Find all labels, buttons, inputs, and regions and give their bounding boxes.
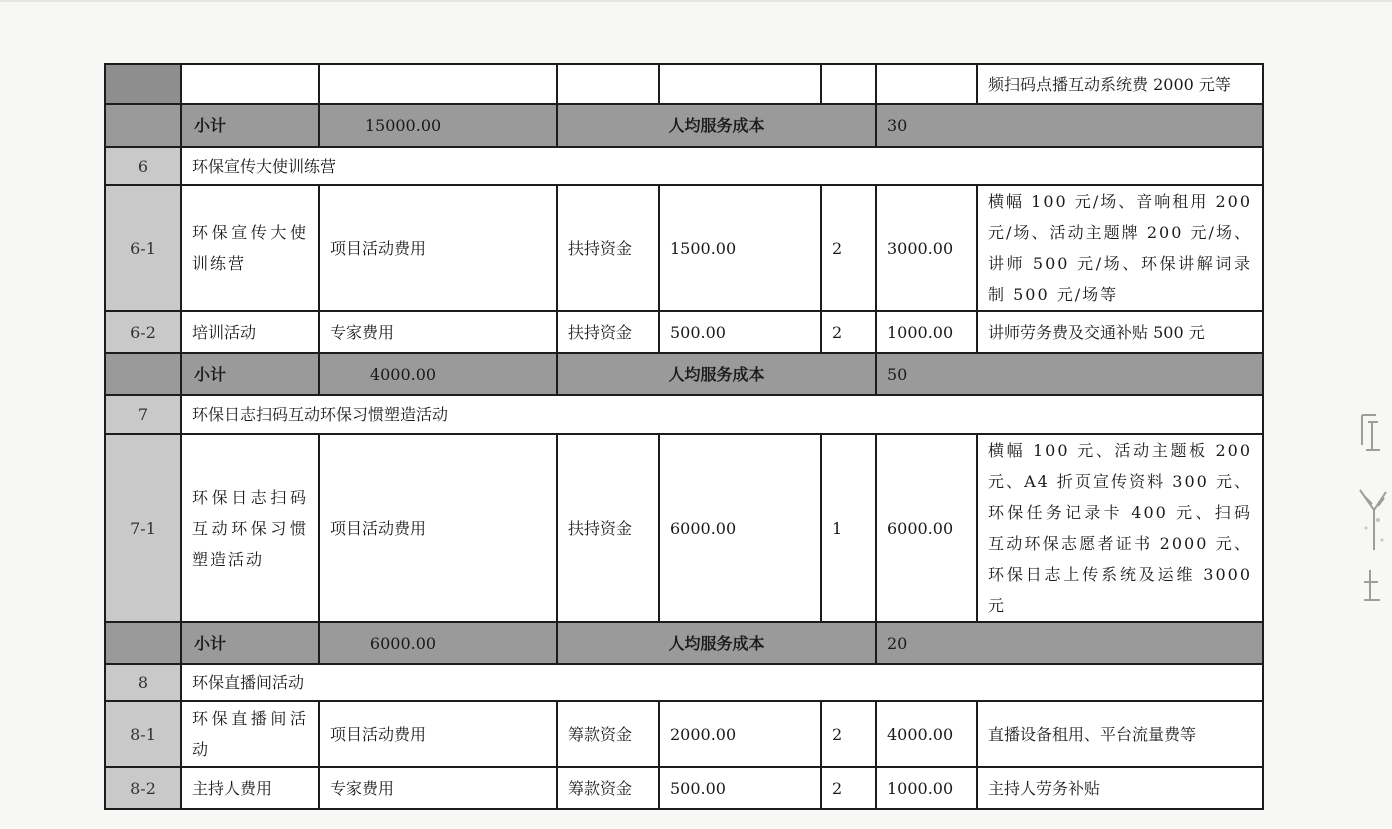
per-capita-cost-value: 50 (876, 353, 1263, 395)
item-qty: 2 (821, 767, 876, 809)
per-capita-cost-label: 人均服务成本 (557, 622, 876, 664)
item-qty: 2 (821, 185, 876, 311)
item-total: 3000.00 (876, 185, 977, 311)
item-category: 项目活动费用 (319, 185, 557, 311)
item-source: 筹款资金 (557, 701, 659, 767)
per-capita-cost-label: 人均服务成本 (557, 353, 876, 395)
item-note: 讲师劳务费及交通补贴 500 元 (977, 311, 1263, 353)
item-source: 扶持资金 (557, 185, 659, 311)
subtotal-row (105, 622, 1263, 664)
table-row (105, 185, 1263, 311)
section-title: 环保日志扫码互动环保习惯塑造活动 (181, 395, 1263, 434)
item-no: 6-1 (105, 185, 181, 311)
item-source: 扶持资金 (557, 311, 659, 353)
page-top-edge (0, 0, 1392, 2)
table-row-continuation (105, 64, 1263, 104)
item-no: 6-2 (105, 311, 181, 353)
item-note: 直播设备租用、平台流量费等 (977, 701, 1263, 767)
item-total: 1000.00 (876, 767, 977, 809)
table-row (105, 311, 1263, 353)
subtotal-row (105, 353, 1263, 395)
subtotal-blank (105, 104, 181, 147)
per-capita-cost-value: 30 (876, 104, 1263, 147)
item-unit-price: 500.00 (659, 767, 821, 809)
note-cell: 频扫码点播互动系统费 2000 元等 (977, 64, 1263, 104)
item-unit-price: 2000.00 (659, 701, 821, 767)
item-total: 6000.00 (876, 434, 977, 622)
subtotal-amount: 6000.00 (319, 622, 557, 664)
item-activity: 环保日志扫码互动环保习惯塑造活动 (181, 434, 319, 622)
item-activity: 环保直播间活动 (181, 701, 319, 767)
item-category: 专家费用 (319, 311, 557, 353)
category-cell (319, 64, 557, 104)
item-category: 专家费用 (319, 767, 557, 809)
subtotal-amount: 4000.00 (319, 353, 557, 395)
item-note: 主持人劳务补贴 (977, 767, 1263, 809)
subtotal-row (105, 104, 1263, 147)
item-total: 1000.00 (876, 311, 977, 353)
section-no: 6 (105, 147, 181, 185)
qty-cell (821, 64, 876, 104)
per-capita-cost-label: 人均服务成本 (557, 104, 876, 147)
item-note: 横幅 100 元/场、音响租用 200 元/场、活动主题牌 200 元/场、讲师 500 元/场、环保讲解词录制 500 元/场等 (977, 185, 1263, 311)
item-total: 4000.00 (876, 701, 977, 767)
item-qty: 2 (821, 311, 876, 353)
subtotal-blank (105, 353, 181, 395)
subtotal-label: 小计 (181, 353, 319, 395)
item-source: 筹款资金 (557, 767, 659, 809)
section-no: 8 (105, 664, 181, 701)
item-qty: 2 (821, 701, 876, 767)
item-unit-price: 6000.00 (659, 434, 821, 622)
item-source: 扶持资金 (557, 434, 659, 622)
section-row (105, 147, 1263, 185)
section-row (105, 664, 1263, 701)
subtotal-blank (105, 622, 181, 664)
section-title: 环保直播间活动 (181, 664, 1263, 701)
item-unit-price: 500.00 (659, 311, 821, 353)
item-note: 横幅 100 元、活动主题板 200 元、A4 折页宣传资料 300 元、环保任务记录卡 400 元、扫码互动环保志愿者证书 2000 元、环保日志上传系统及运维 3000 元 (977, 434, 1263, 622)
total-cell (876, 64, 977, 104)
no-cell (105, 64, 181, 104)
item-no: 8-2 (105, 767, 181, 809)
section-no: 7 (105, 395, 181, 434)
per-capita-cost-value: 20 (876, 622, 1263, 664)
item-no: 7-1 (105, 434, 181, 622)
subtotal-label: 小计 (181, 104, 319, 147)
budget-table (104, 63, 1264, 810)
section-title: 环保宣传大使训练营 (181, 147, 1263, 185)
item-activity: 主持人费用 (181, 767, 319, 809)
item-category: 项目活动费用 (319, 701, 557, 767)
item-qty: 1 (821, 434, 876, 622)
table-row (105, 767, 1263, 809)
section-row (105, 395, 1263, 434)
table-row (105, 701, 1263, 767)
activity-cell (181, 64, 319, 104)
item-no: 8-1 (105, 701, 181, 767)
item-category: 项目活动费用 (319, 434, 557, 622)
item-activity: 环保宣传大使训练营 (181, 185, 319, 311)
subtotal-label: 小计 (181, 622, 319, 664)
item-unit-price: 1500.00 (659, 185, 821, 311)
source-cell (557, 64, 659, 104)
seal-stamp-fragment (1356, 400, 1392, 620)
unit-price-cell (659, 64, 821, 104)
subtotal-amount: 15000.00 (319, 104, 557, 147)
item-activity: 培训活动 (181, 311, 319, 353)
table-row (105, 434, 1263, 622)
